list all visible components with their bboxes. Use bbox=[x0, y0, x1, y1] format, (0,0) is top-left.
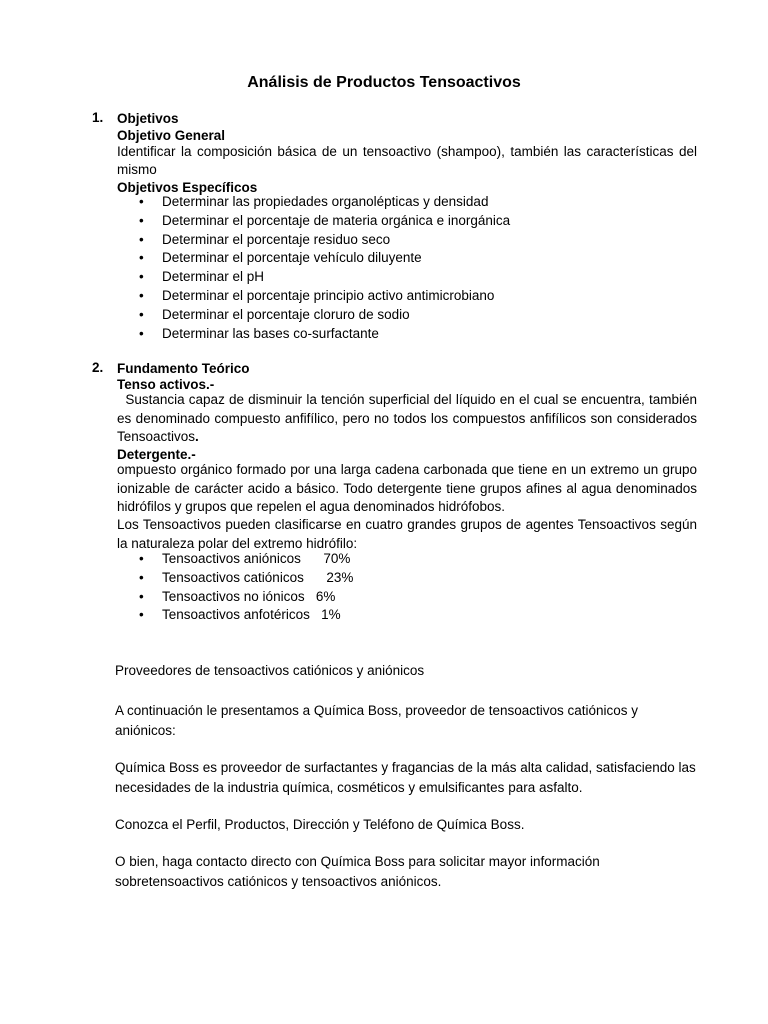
specific-objectives-heading: Objetivos Específicos bbox=[117, 180, 258, 195]
detergente-heading: Detergente.- bbox=[117, 447, 196, 462]
general-objective-heading: Objetivo General bbox=[117, 128, 226, 143]
detergente-definition: ompuesto orgánico formado por una larga cadena carbonada que tiene en un extremo un grupo ionizable de carácter acido a básico. Todo detergente tiene grupos afines al agua denominados hidrófilos y grupos que repelen el agua denominados hidrófobos. bbox=[117, 462, 697, 515]
classification-text: Los Tensoactivos pueden clasificarse en cuatro grandes grupos de agentes Tensoactivos según la naturaleza polar del extremo hidrófilo: bbox=[117, 517, 697, 551]
section-1-number: 1. bbox=[92, 110, 104, 125]
bullet-icon: • bbox=[139, 269, 144, 285]
tensoactivos-definition: Sustancia capaz de disminuir la tención superficial del líquido en el cual se encuentra, también es denominado compuesto anfifílico, pero no todos los compuestos anfifílicos son considerados Tensoactivos. bbox=[117, 392, 701, 445]
list-item: • Determinar el porcentaje residuo seco bbox=[117, 231, 677, 250]
bullet-icon: • bbox=[139, 250, 144, 266]
section-2-heading: Fundamento Teórico bbox=[117, 361, 250, 376]
bullet-icon: • bbox=[139, 325, 144, 341]
bullet-icon: • bbox=[139, 306, 144, 322]
list-item: • Tensoactivos catiónicos 23% bbox=[117, 569, 677, 588]
list-item: • Determinar el pH bbox=[117, 268, 677, 287]
list-item: • Determinar las bases co-surfactante bbox=[117, 325, 677, 344]
bullet-icon: • bbox=[139, 231, 144, 247]
list-item: • Determinar las propiedades organolépticas y densidad bbox=[117, 193, 677, 212]
paragraph: Química Boss es proveedor de surfactantes y fragancias de la más alta calidad, satisfaciendo las necesidades de la industria química, cosméticos y emulsificantes para asfalto. bbox=[115, 760, 696, 795]
section-2-number: 2. bbox=[92, 360, 104, 375]
bullet-icon: • bbox=[139, 212, 144, 228]
paragraph: Proveedores de tensoactivos catiónicos y aniónicos bbox=[115, 663, 425, 678]
tensoactivo-groups-list bbox=[117, 550, 677, 625]
general-objective-text: Identificar la composición básica de un tensoactivo (shampoo), también las características del mismo bbox=[117, 144, 697, 177]
paragraph: Conozca el Perfil, Productos, Dirección y Teléfono de Química Boss. bbox=[115, 817, 525, 832]
list-item: • Determinar el porcentaje principio activo antimicrobiano bbox=[117, 287, 677, 306]
list-item: • Tensoactivos anfotéricos 1% bbox=[117, 606, 677, 625]
specific-objectives-list bbox=[117, 193, 677, 343]
paragraph: O bien, haga contacto directo con Química Boss para solicitar mayor información sobretensoactivos catiónicos y tensoactivos aniónicos. bbox=[115, 854, 600, 889]
section-1-heading: Objetivos bbox=[117, 111, 179, 126]
bullet-icon: • bbox=[139, 194, 144, 209]
bullet-icon: • bbox=[139, 551, 144, 566]
bullet-icon: • bbox=[139, 569, 144, 585]
list-item: • Tensoactivos aniónicos 70% bbox=[117, 550, 677, 569]
paragraph: A continuación le presentamos a Química Boss, proveedor de tensoactivos catiónicos y aniónicos: bbox=[115, 703, 639, 738]
bullet-icon: • bbox=[139, 588, 144, 604]
list-item: • Tensoactivos no iónicos 6% bbox=[117, 588, 677, 607]
bullet-icon: • bbox=[139, 607, 144, 623]
document-title: Análisis de Productos Tensoactivos bbox=[247, 74, 521, 91]
list-item: • Determinar el porcentaje de materia orgánica e inorgánica bbox=[117, 212, 677, 231]
list-item: • Determinar el porcentaje cloruro de sodio bbox=[117, 306, 677, 325]
bullet-icon: • bbox=[139, 287, 144, 303]
list-item: • Determinar el porcentaje vehículo diluyente bbox=[117, 249, 677, 268]
tensoactivos-heading: Tenso activos.- bbox=[117, 377, 215, 392]
